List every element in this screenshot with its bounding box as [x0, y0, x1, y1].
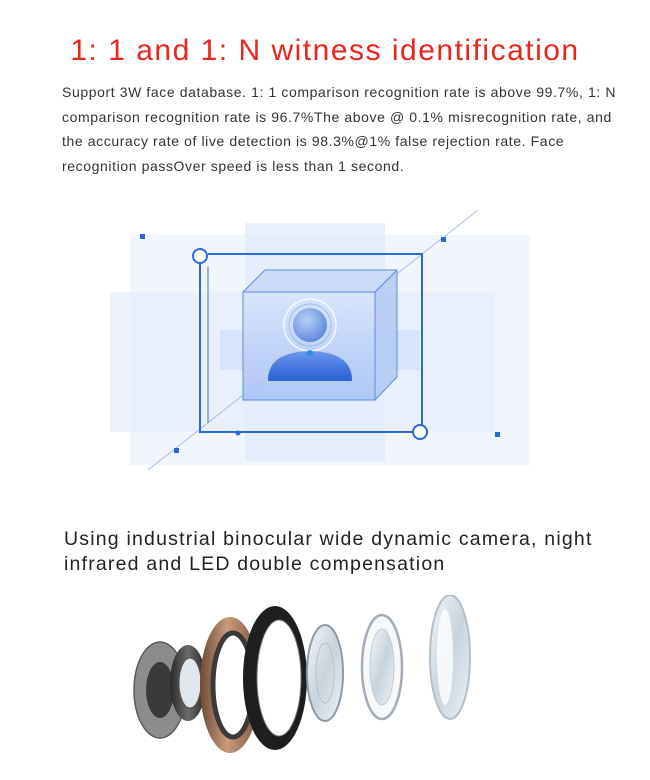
person-head-icon [293, 308, 327, 342]
cube-top [243, 270, 397, 292]
ring-bottom-right [413, 425, 427, 439]
section-title-camera: Using industrial binocular wide dynamic camera, night infrared and LED double compensation [64, 528, 593, 575]
identification-description: Support 3W face database. 1: 1 comparison recognition rate is above 99.7%, 1: N comparison recognition rate is 96.7%The above @ 0.1% misrecognition rate, and the accuracy rate of live detection is 98.3%@1% false rejection rate. Face recognition passOver speed is less than 1 second. [62, 84, 617, 174]
ring-top-left [193, 249, 207, 263]
face-recognition-illustration [100, 205, 540, 480]
camera-lens-exploded-illustration [120, 595, 520, 775]
glass-lens-1 [307, 625, 343, 721]
section-title-identification: 1: 1 and 1: N witness identification [70, 34, 580, 67]
